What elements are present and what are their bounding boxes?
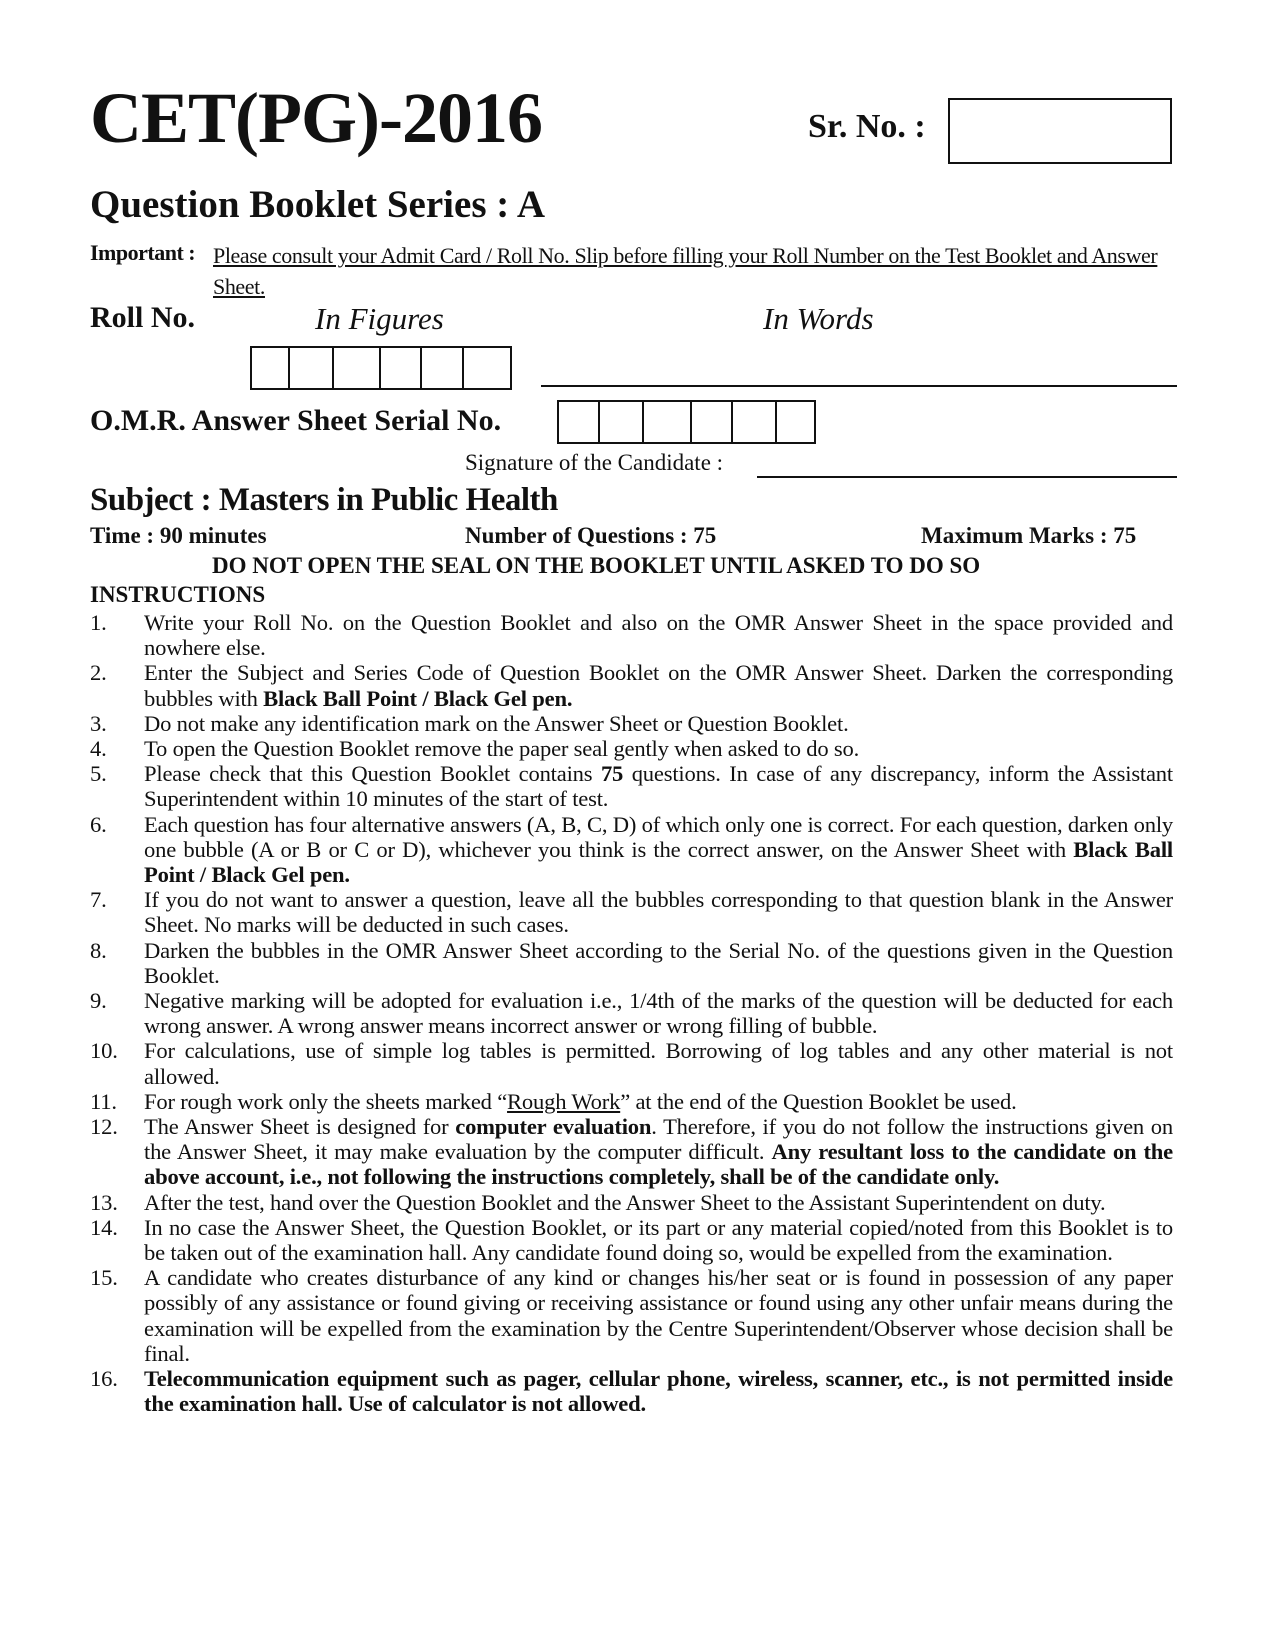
instruction-text-segment: Rough Work	[507, 1088, 621, 1114]
exam-title: CET(PG)-2016	[90, 78, 542, 158]
instruction-text-segment: ” at the end of the Question Booklet be used.	[620, 1088, 1017, 1114]
instruction-text-segment: Write your Roll No. on the Question Booklet and also on the OMR Answer Sheet in the space provided and nowhere else.	[144, 610, 1173, 661]
digit-box[interactable]	[290, 348, 334, 388]
instruction-item	[90, 660, 1173, 710]
digit-box[interactable]	[381, 348, 422, 388]
instruction-text	[144, 812, 1173, 888]
digit-box[interactable]	[600, 402, 644, 442]
instruction-number: 8.	[90, 937, 107, 963]
omr-serial-boxes[interactable]	[557, 400, 816, 444]
maximum-marks: Maximum Marks : 75	[921, 523, 1137, 548]
instruction-text-segment: questions. In case of any discrepancy, inform the Assistant Superintendent within 10 minutes of the start of test.	[144, 761, 1173, 812]
instruction-item	[90, 1114, 1173, 1190]
instruction-item	[90, 711, 1173, 736]
instruction-text	[144, 938, 1173, 988]
instruction-number: 7.	[90, 887, 107, 913]
signature-label: Signature of the Candidate :	[465, 450, 724, 475]
instruction-text-segment: A candidate who creates disturbance of any kind or changes his/her seat or is found in possession of any paper possibly of any assistance or found giving or receiving assistance or found using any other unfair means during the examination will be expelled from the examination by the Centre Superintendent/Observer whose decision shall be final.	[144, 1265, 1173, 1366]
instructions-heading: INSTRUCTIONS	[90, 582, 266, 607]
instruction-item	[90, 761, 1173, 811]
instruction-text-segment: After the test, hand over the Question Booklet and the Answer Sheet to the Assistant Superintendent on duty.	[144, 1189, 1106, 1215]
instruction-item	[90, 1190, 1173, 1215]
instruction-text	[144, 887, 1173, 937]
instruction-text-segment: Any resultant loss to the candidate on the above account, i.e., not following the instructions completely, shall be of the candidate only.	[144, 1139, 1173, 1190]
digit-box[interactable]	[252, 348, 290, 388]
instruction-text-segment: Black Ball Point / Black Gel pen.	[263, 685, 573, 711]
instruction-text-segment: 75	[600, 761, 624, 787]
digit-box[interactable]	[777, 402, 814, 442]
instruction-text-segment: Enter the Subject and Series Code of Question Booklet on the OMR Answer Sheet. Darken the corresponding bubbles with	[144, 660, 1173, 711]
important-label: Important :	[90, 240, 196, 265]
digit-box[interactable]	[733, 402, 777, 442]
instruction-number: 1.	[90, 610, 107, 635]
instruction-item	[90, 1089, 1173, 1114]
instruction-number: 15.	[90, 1265, 118, 1291]
instruction-text-segment: For rough work only the sheets marked “	[144, 1088, 508, 1114]
instruction-item	[90, 1038, 1173, 1088]
instruction-number: 14.	[90, 1214, 118, 1240]
digit-box[interactable]	[692, 402, 733, 442]
instruction-text-segment: For calculations, use of simple log tables is permitted. Borrowing of log tables and any other material is not allowed.	[144, 1038, 1173, 1089]
instruction-text	[144, 1038, 1173, 1088]
instruction-text	[144, 711, 1173, 736]
seal-warning: DO NOT OPEN THE SEAL ON THE BOOKLET UNTIL ASKED TO DO SO	[212, 553, 981, 578]
instruction-text-segment: If you do not want to answer a question, leave all the bubbles corresponding to that question blank in the Answer Sheet. No marks will be deducted in such cases.	[144, 887, 1173, 938]
instruction-number: 3.	[90, 710, 107, 736]
in-words-label: In Words	[763, 301, 874, 336]
important-note: Please consult your Admit Card / Roll No. Slip before filling your Roll Number on the Test Booklet and Answer Sheet.	[213, 243, 1158, 299]
instruction-text	[144, 1265, 1173, 1366]
instruction-item	[90, 1215, 1173, 1265]
instruction-text-segment: Black Ball Point / Black Gel pen.	[144, 836, 1173, 888]
instruction-number: 4.	[90, 736, 107, 762]
instruction-text	[144, 1114, 1173, 1190]
instruction-text	[144, 1089, 1173, 1114]
instruction-number: 2.	[90, 660, 107, 686]
instruction-number: 13.	[90, 1189, 118, 1215]
instruction-text	[144, 1190, 1173, 1215]
instruction-number: 9.	[90, 988, 107, 1014]
instruction-text	[144, 988, 1173, 1038]
instruction-text	[144, 1215, 1173, 1265]
instruction-text-segment: . Therefore, if you do not follow the instructions given on the Answer Sheet, it may make evaluation by the computer difficult.	[144, 1114, 1173, 1165]
roll-number-figures-boxes[interactable]	[250, 346, 512, 390]
instruction-item	[90, 887, 1173, 937]
instructions-list	[90, 610, 1173, 1417]
serial-number-box	[948, 98, 1172, 164]
instruction-number: 11.	[90, 1088, 117, 1114]
instruction-text-segment: In no case the Answer Sheet, the Question Booklet, or its part or any material copied/noted from this Booklet is to be taken out of the examination hall. Any candidate found doing so, would be expelled from the examination.	[144, 1214, 1173, 1266]
instruction-item	[90, 610, 1173, 660]
omr-serial-label: O.M.R. Answer Sheet Serial No.	[90, 404, 502, 437]
instruction-item	[90, 736, 1173, 761]
digit-box[interactable]	[644, 402, 692, 442]
roll-number-words-line[interactable]	[541, 385, 1177, 387]
instruction-number: 16.	[90, 1366, 118, 1392]
instruction-text-segment: Do not make any identification mark on the Answer Sheet or Question Booklet.	[144, 710, 849, 736]
instruction-text-segment: To open the Question Booklet remove the paper seal gently when asked to do so.	[144, 736, 860, 762]
instruction-text-segment: Please check that this Question Booklet contains	[144, 761, 601, 787]
digit-box[interactable]	[464, 348, 510, 388]
instruction-number: 12.	[90, 1114, 118, 1140]
instruction-item	[90, 988, 1173, 1038]
number-of-questions: Number of Questions : 75	[465, 523, 717, 548]
instruction-text-segment: Each question has four alternative answers (A, B, C, D) of which only one is correct. For each question, darken only one bubble (A or B or C or D), whichever you think is the correct answer, on the Answer Sheet with	[144, 811, 1173, 862]
instruction-text	[144, 610, 1173, 660]
instruction-item	[90, 1366, 1173, 1416]
instruction-item	[90, 938, 1173, 988]
booklet-series: Question Booklet Series : A	[90, 183, 545, 226]
instruction-number: 5.	[90, 761, 107, 787]
instruction-item	[90, 812, 1173, 888]
in-figures-label: In Figures	[315, 301, 444, 336]
instruction-text-segment: Telecommunication equipment such as pager, cellular phone, wireless, scanner, etc., is not permitted inside the examination hall. Use of calculator is not allowed.	[144, 1366, 1173, 1417]
instruction-text	[144, 1366, 1173, 1416]
instruction-text	[144, 736, 1173, 761]
digit-box[interactable]	[559, 402, 600, 442]
instruction-number: 10.	[90, 1038, 118, 1064]
instruction-text-segment: The Answer Sheet is designed for	[144, 1114, 456, 1140]
subject-heading: Subject : Masters in Public Health	[90, 482, 558, 518]
serial-number-label: Sr. No. :	[808, 108, 926, 145]
roll-number-label: Roll No.	[90, 301, 195, 334]
digit-box[interactable]	[422, 348, 464, 388]
instruction-text	[144, 761, 1173, 811]
instruction-text	[144, 660, 1173, 710]
instruction-item	[90, 1265, 1173, 1366]
instruction-number: 6.	[90, 811, 107, 837]
digit-box[interactable]	[334, 348, 381, 388]
instruction-text-segment: Darken the bubbles in the OMR Answer Sheet according to the Serial No. of the questions given in the Question Booklet.	[144, 937, 1173, 988]
signature-line[interactable]	[757, 476, 1177, 478]
instruction-text-segment: Negative marking will be adopted for evaluation i.e., 1/4th of the marks of the question will be deducted for each wrong answer. A wrong answer means incorrect answer or wrong filling of bubble.	[144, 988, 1173, 1039]
instruction-text-segment: computer evaluation	[455, 1114, 652, 1140]
time-allowed: Time : 90 minutes	[90, 523, 267, 548]
